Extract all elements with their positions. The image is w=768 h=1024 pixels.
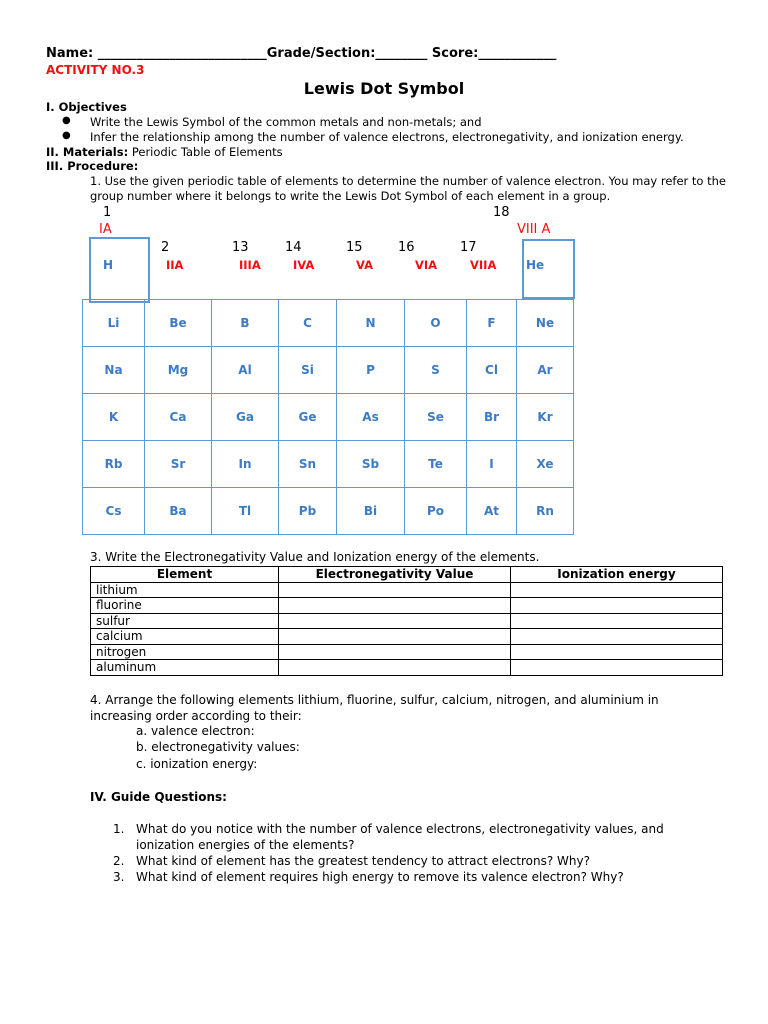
objective-item-1: Write the Lewis Symbol of the common metals and non-metals; and (90, 115, 482, 129)
element-cell: N (336, 299, 405, 347)
element-cell: Po (404, 487, 467, 535)
materials-text: Periodic Table of Elements (128, 145, 283, 159)
electronegativity-answer-cell[interactable] (279, 644, 511, 660)
element-cell: Al (211, 346, 279, 394)
group-number-14: 14 (285, 240, 302, 255)
element-cell: Be (144, 299, 212, 347)
table-header-row (91, 567, 723, 583)
element-cell: Cs (82, 487, 145, 535)
element-cell: Ne (516, 299, 574, 347)
header-name-grade-score: Name: __________________________Grade/Section:________ Score:____________ (46, 46, 557, 61)
materials-line (46, 145, 283, 159)
group-number-16: 16 (398, 240, 415, 255)
electronegativity-answer-cell[interactable] (279, 629, 511, 645)
step3-instruction: 3. Write the Electronegativity Value and Ionization energy of the elements. (90, 550, 540, 564)
element-cell: As (336, 393, 405, 441)
element-cell: Tl (211, 487, 279, 535)
procedure-step1-line1: 1. Use the given periodic table of elements to determine the number of valence electron. You may refer to the (90, 174, 726, 188)
element-cell: F (466, 299, 517, 347)
element-name-cell: lithium (91, 582, 279, 598)
step4-item-b: b. electronegativity values: (136, 740, 300, 754)
element-cell: K (82, 393, 145, 441)
electronegativity-answer-cell[interactable] (279, 582, 511, 598)
objectives-heading: I. Objectives (46, 100, 127, 114)
element-cell: Ar (516, 346, 574, 394)
table-row (91, 613, 723, 629)
element-cell: C (278, 299, 337, 347)
column-header-element: Element (91, 567, 279, 583)
element-cell: Mg (144, 346, 212, 394)
element-cell: Na (82, 346, 145, 394)
guide-q3-number: 3. (113, 870, 125, 884)
guide-q3: What kind of element requires high energy to remove its valence electron? Why? (136, 870, 624, 884)
element-cell: Sn (278, 440, 337, 488)
element-cell: Sr (144, 440, 212, 488)
properties-table-body (91, 582, 723, 675)
ionization-answer-cell[interactable] (511, 660, 723, 676)
electronegativity-answer-cell[interactable] (279, 598, 511, 614)
element-cell: In (211, 440, 279, 488)
column-header-ionization-energy: Ionization energy (511, 567, 723, 583)
ionization-answer-cell[interactable] (511, 598, 723, 614)
table-row (91, 644, 723, 660)
element-cell: Pb (278, 487, 337, 535)
objective-item-2: Infer the relationship among the number of valence electrons, electronegativity, and ionization energy. (90, 130, 684, 144)
group-label-18: VIII A (517, 222, 551, 237)
element-cell: Te (404, 440, 467, 488)
element-cell: B (211, 299, 279, 347)
group-label-14: IVA (293, 258, 315, 272)
ionization-answer-cell[interactable] (511, 644, 723, 660)
electronegativity-answer-cell[interactable] (279, 613, 511, 629)
group-number-17: 17 (460, 240, 477, 255)
activity-number: ACTIVITY NO.3 (46, 63, 145, 77)
element-name-cell: fluorine (91, 598, 279, 614)
element-cell: Br (466, 393, 517, 441)
element-cell: S (404, 346, 467, 394)
group-label-16: VIA (415, 258, 438, 272)
group-label-2: IIA (166, 258, 184, 272)
element-name-cell: nitrogen (91, 644, 279, 660)
ionization-answer-cell[interactable] (511, 613, 723, 629)
group-number-13: 13 (232, 240, 249, 255)
element-cell: Rb (82, 440, 145, 488)
guide-q2: What kind of element has the greatest tendency to attract electrons? Why? (136, 854, 590, 868)
group-number-18: 18 (493, 205, 510, 220)
guide-q1-line1: What do you notice with the number of valence electrons, electronegativity values, and (136, 822, 664, 836)
table-row (91, 598, 723, 614)
element-cell: Ca (144, 393, 212, 441)
element-cell: I (466, 440, 517, 488)
table-row (91, 629, 723, 645)
column-header-electronegativity: Electronegativity Value (279, 567, 511, 583)
element-name-cell: sulfur (91, 613, 279, 629)
group-number-1: 1 (103, 205, 112, 220)
electronegativity-answer-cell[interactable] (279, 660, 511, 676)
hydrogen-box (89, 237, 150, 303)
element-cell: Se (404, 393, 467, 441)
step4-item-a: a. valence electron: (136, 724, 255, 738)
element-cell: Ga (211, 393, 279, 441)
procedure-heading: III. Procedure: (46, 159, 139, 173)
table-row (91, 582, 723, 598)
ionization-answer-cell[interactable] (511, 629, 723, 645)
group-label-15: VA (356, 258, 374, 272)
group-label-13: IIIA (239, 258, 261, 272)
guide-q2-number: 2. (113, 854, 125, 868)
ionization-answer-cell[interactable] (511, 582, 723, 598)
element-cell: Kr (516, 393, 574, 441)
element-cell: Sb (336, 440, 405, 488)
step4-line1: 4. Arrange the following elements lithium, fluorine, sulfur, calcium, nitrogen, and aluminium in (90, 693, 659, 707)
group-number-2: 2 (161, 240, 170, 255)
element-cell: Bi (336, 487, 405, 535)
materials-heading: II. Materials: (46, 145, 129, 159)
bullet-icon: ● (62, 115, 71, 126)
element-cell: O (404, 299, 467, 347)
page-title: Lewis Dot Symbol (303, 79, 465, 98)
bullet-icon: ● (62, 130, 71, 141)
element-helium: He (526, 258, 545, 272)
element-name-cell: calcium (91, 629, 279, 645)
element-hydrogen: H (103, 258, 114, 272)
table-row (91, 660, 723, 676)
step4-item-c: c. ionization energy: (136, 757, 258, 771)
properties-table (90, 566, 723, 676)
element-cell: Li (82, 299, 145, 347)
guide-q1-line2: ionization energies of the elements? (136, 838, 355, 852)
element-cell: Cl (466, 346, 517, 394)
element-cell: At (466, 487, 517, 535)
guide-q1-number: 1. (113, 822, 125, 836)
element-cell: Si (278, 346, 337, 394)
guide-heading: IV. Guide Questions: (90, 790, 227, 804)
element-cell: Ba (144, 487, 212, 535)
step4-line2: increasing order according to their: (90, 709, 302, 723)
element-name-cell: aluminum (91, 660, 279, 676)
element-cell: Xe (516, 440, 574, 488)
group-label-17: VIIA (470, 258, 497, 272)
group-number-15: 15 (346, 240, 363, 255)
element-cell: Ge (278, 393, 337, 441)
group-label-1: IA (99, 222, 112, 237)
procedure-step1-line2: group number where it belongs to write the Lewis Dot Symbol of each element in a group. (90, 189, 611, 203)
element-cell: Rn (516, 487, 574, 535)
element-cell: P (336, 346, 405, 394)
